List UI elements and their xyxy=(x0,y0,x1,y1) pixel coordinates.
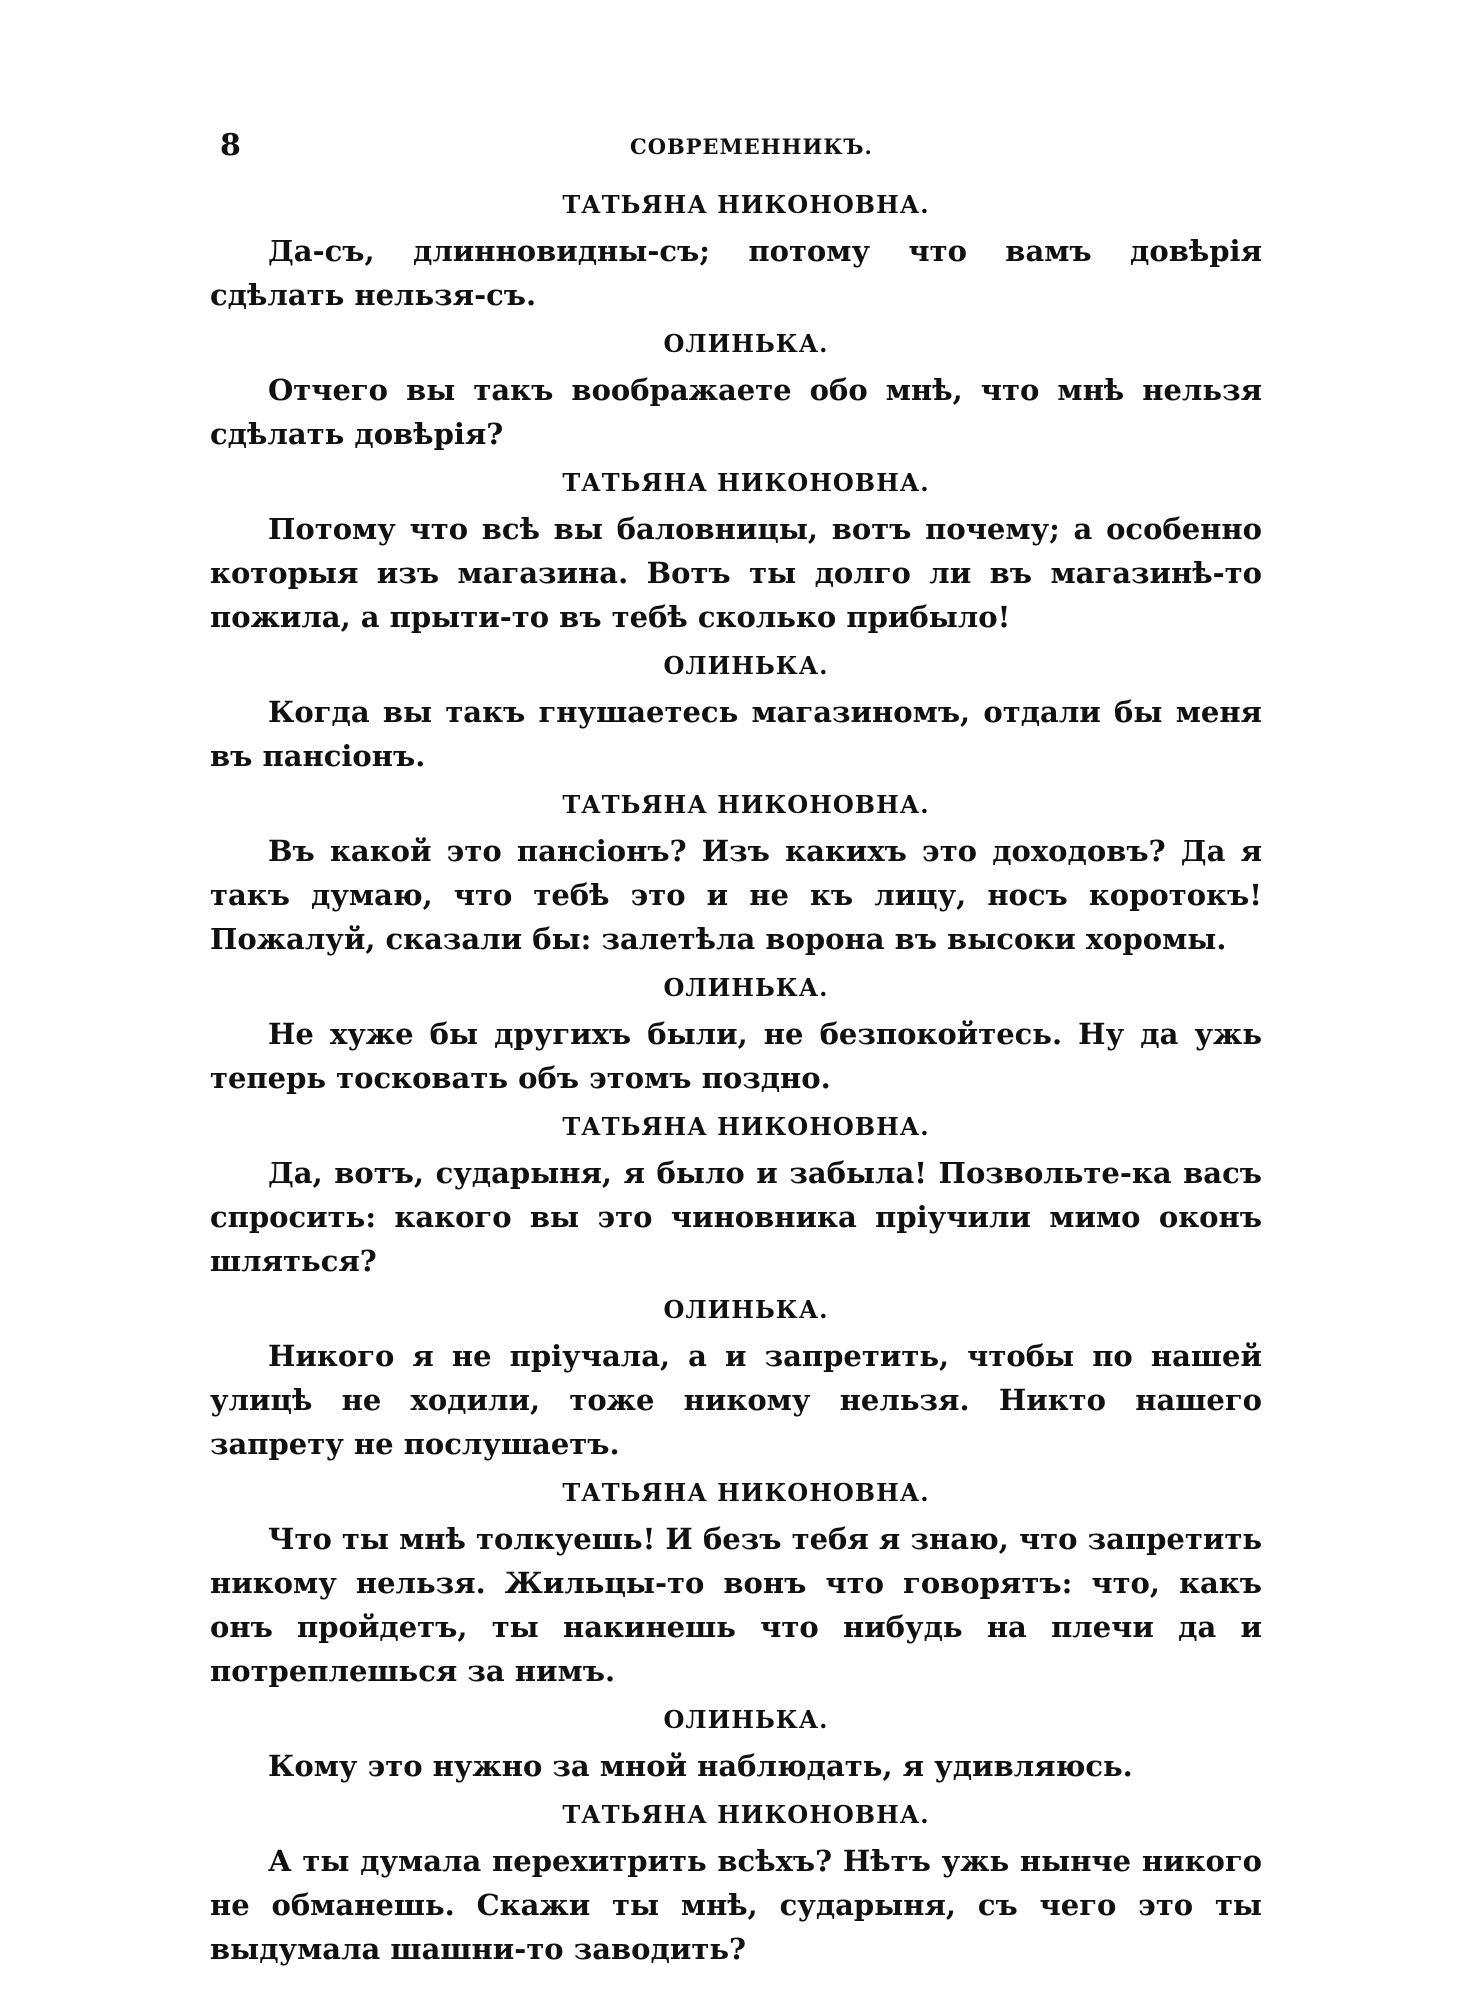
speech-paragraph: Никого я не пріучала, а и запретить, чтобы по нашей улицѣ не ходили, тоже никому нельзя. Никто нашего запрету не послушаетъ. xyxy=(210,1339,1262,1461)
speech-paragraph: Что ты мнѣ толкуешь! И безъ тебя я знаю, что запретить никому нельзя. Жильцы-то вонъ что говорятъ: что, какъ онъ пройдетъ, ты накинешь что нибудь на плечи да и потреплешься за нимъ. xyxy=(210,1522,1262,1688)
speaker-name: ОЛИНЬКА. xyxy=(663,1295,829,1324)
speech-paragraph: Не хуже бы другихъ были, не безпокойтесь. Ну да ужь теперь тосковать объ этомъ поздно. xyxy=(210,1017,1262,1095)
speaker-name: ОЛИНЬКА. xyxy=(663,1705,829,1734)
speech-paragraph: Да-съ, длинновидны-съ; потому что вамъ довѣрія сдѣлать нельзя-съ. xyxy=(210,234,1262,312)
speech-paragraph: Потому что всѣ вы баловницы, вотъ почему; а особенно которыя изъ магазина. Вотъ ты долго ли въ магазинѣ-то пожила, а прыти-то въ тебѣ сколько прибыло! xyxy=(210,512,1262,634)
book-page xyxy=(210,128,1262,1983)
speaker-name: ОЛИНЬКА. xyxy=(663,651,829,680)
speech-paragraph: Отчего вы такъ воображаете обо мнѣ, что мнѣ нельзя сдѣлать довѣрія? xyxy=(210,373,1262,451)
speech-paragraph: Когда вы такъ гнушаетесь магазиномъ, отдали бы меня въ пансіонъ. xyxy=(210,695,1262,773)
dialogue-block xyxy=(210,190,1262,1971)
page-number: 8 xyxy=(220,128,241,163)
speaker-name: ТАТЬЯНА НИКОНОВНА. xyxy=(562,1478,930,1507)
journal-title: СОВРЕМЕННИКЪ. xyxy=(630,134,873,159)
speech-paragraph: Кому это нужно за мной наблюдать, я удивляюсь. xyxy=(268,1749,1133,1783)
speaker-name: ТАТЬЯНА НИКОНОВНА. xyxy=(562,790,930,819)
speaker-name: ТАТЬЯНА НИКОНОВНА. xyxy=(562,1112,930,1141)
speech-paragraph: А ты думала перехитрить всѣхъ? Нѣтъ ужь нынче никого не обманешь. Скажи ты мнѣ, сударыня, съ чего это ты выдумала шашни-то заводить? xyxy=(210,1844,1262,1966)
running-head xyxy=(210,128,1262,168)
speaker-name: ОЛИНЬКА. xyxy=(663,329,829,358)
speech-paragraph: Въ какой это пансіонъ? Изъ какихъ это доходовъ? Да я такъ думаю, что тебѣ это и не къ лицу, носъ коротокъ! Пожалуй, сказали бы: залетѣла ворона въ высоки хоромы. xyxy=(210,834,1262,956)
speaker-name: ТАТЬЯНА НИКОНОВНА. xyxy=(562,190,930,219)
speech-paragraph: Да, вотъ, сударыня, я было и забыла! Позвольте-ка васъ спросить: какого вы это чиновника пріучили мимо оконъ шляться? xyxy=(210,1156,1262,1278)
speaker-name: ТАТЬЯНА НИКОНОВНА. xyxy=(562,468,930,497)
speaker-name: ОЛИНЬКА. xyxy=(663,973,829,1002)
speaker-name: ТАТЬЯНА НИКОНОВНА. xyxy=(562,1800,930,1829)
